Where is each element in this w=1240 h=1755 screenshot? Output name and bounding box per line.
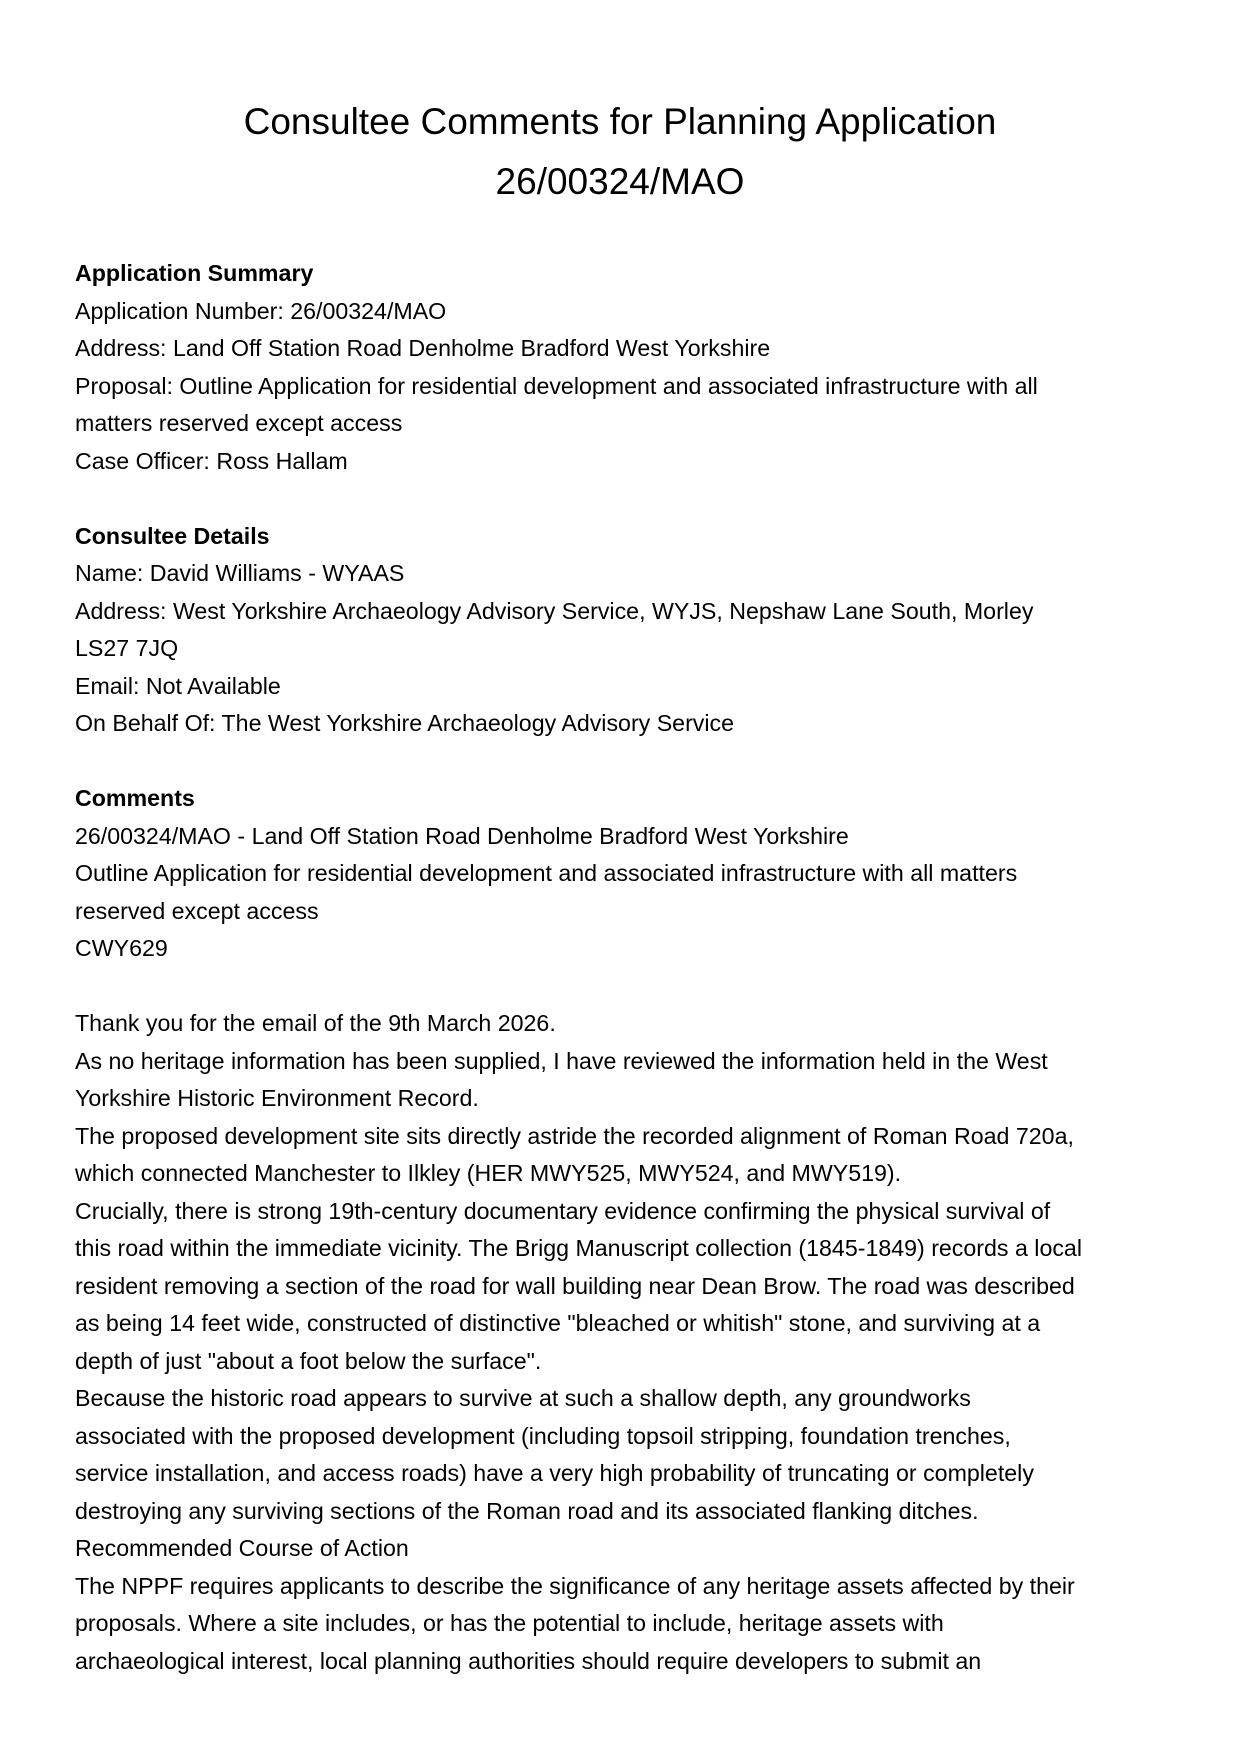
comments-body-line: proposals. Where a site includes, or has the potential to include, heritage assets with (75, 1610, 944, 1636)
paragraph-gap (75, 968, 1175, 1006)
case-officer: Case Officer: Ross Hallam (75, 447, 348, 474)
recommended-action-heading: Recommended Course of Action (75, 1535, 409, 1561)
page-title (0, 92, 1240, 212)
comments-body-line: service installation, and access roads) have a very high probability of truncating or completely (75, 1460, 1034, 1486)
comments-body-line: this road within the immediate vicinity. The Brigg Manuscript collection (1845-1849) records a local (75, 1235, 1082, 1261)
application-summary-section (75, 255, 1175, 480)
comments-body-line: destroying any surviving sections of the Roman road and its associated flanking ditches. (75, 1497, 979, 1524)
application-number: Application Number: 26/00324/MAO (75, 297, 447, 324)
comments-body-line: depth of just "about a foot below the surface". (75, 1347, 542, 1374)
consultee-on-behalf-of: On Behalf Of: The West Yorkshire Archaeology Advisory Service (75, 710, 735, 736)
section-gap (75, 743, 1175, 781)
comments-header-line: CWY629 (75, 935, 168, 961)
comments-body-line: The proposed development site sits directly astride the recorded alignment of Roman Road 720a, (75, 1122, 1074, 1149)
comments-body-line: as being 14 feet wide, constructed of distinctive "bleached or whitish" stone, and surviving at a (75, 1310, 1041, 1336)
comments-body-line: Crucially, there is strong 19th-century documentary evidence confirming the physical survival of (75, 1197, 1051, 1224)
comments-header-line: 26/00324/MAO - Land Off Station Road Denholme Bradford West Yorkshire (75, 822, 849, 849)
application-proposal-line-1: Proposal: Outline Application for residential development and associated infrastructure with all (75, 372, 1038, 399)
consultee-address-line-2: LS27 7JQ (75, 635, 179, 661)
application-proposal-line-2: matters reserved except access (75, 410, 403, 436)
comments-body-line: which connected Manchester to Ilkley (HER MWY525, MWY524, and MWY519). (75, 1160, 902, 1186)
comments-heading: Comments (75, 785, 195, 811)
application-summary-heading: Application Summary (75, 260, 314, 286)
title-line-2: 26/00324/MAO (495, 161, 745, 202)
section-gap (75, 480, 1175, 518)
title-line-1: Consultee Comments for Planning Application (243, 101, 997, 142)
consultee-name: Name: David Williams - WYAAS (75, 560, 405, 586)
comments-body-line: resident removing a section of the road for wall building near Dean Brow. The road was described (75, 1272, 1075, 1299)
comments-header-line: reserved except access (75, 897, 319, 924)
comments-section (75, 780, 1175, 1680)
comments-body-line: associated with the proposed development (including topsoil stripping, foundation trenches, (75, 1422, 1011, 1449)
comments-header-line: Outline Application for residential development and associated infrastructure with all matters (75, 860, 1018, 886)
comments-body-line: The NPPF requires applicants to describe the significance of any heritage assets affected by their (75, 1572, 1075, 1599)
consultee-details-heading: Consultee Details (75, 522, 270, 549)
comments-body-line: As no heritage information has been supplied, I have reviewed the information held in the West (75, 1047, 1048, 1074)
comments-body-line: Because the historic road appears to survive at such a shallow depth, any groundworks (75, 1385, 971, 1411)
application-address: Address: Land Off Station Road Denholme Bradford West Yorkshire (75, 335, 771, 361)
comments-body-line: archaeological interest, local planning authorities should require developers to submit an (75, 1647, 982, 1674)
consultee-details-section (75, 518, 1175, 743)
comments-body-line: Thank you for the email of the 9th March 2026. (75, 1010, 556, 1036)
consultee-email: Email: Not Available (75, 672, 281, 699)
document-content (75, 255, 1175, 1680)
consultee-address-line-1: Address: West Yorkshire Archaeology Advisory Service, WYJS, Nepshaw Lane South, Morley (75, 597, 1034, 624)
comments-body-line: Yorkshire Historic Environment Record. (75, 1085, 479, 1111)
